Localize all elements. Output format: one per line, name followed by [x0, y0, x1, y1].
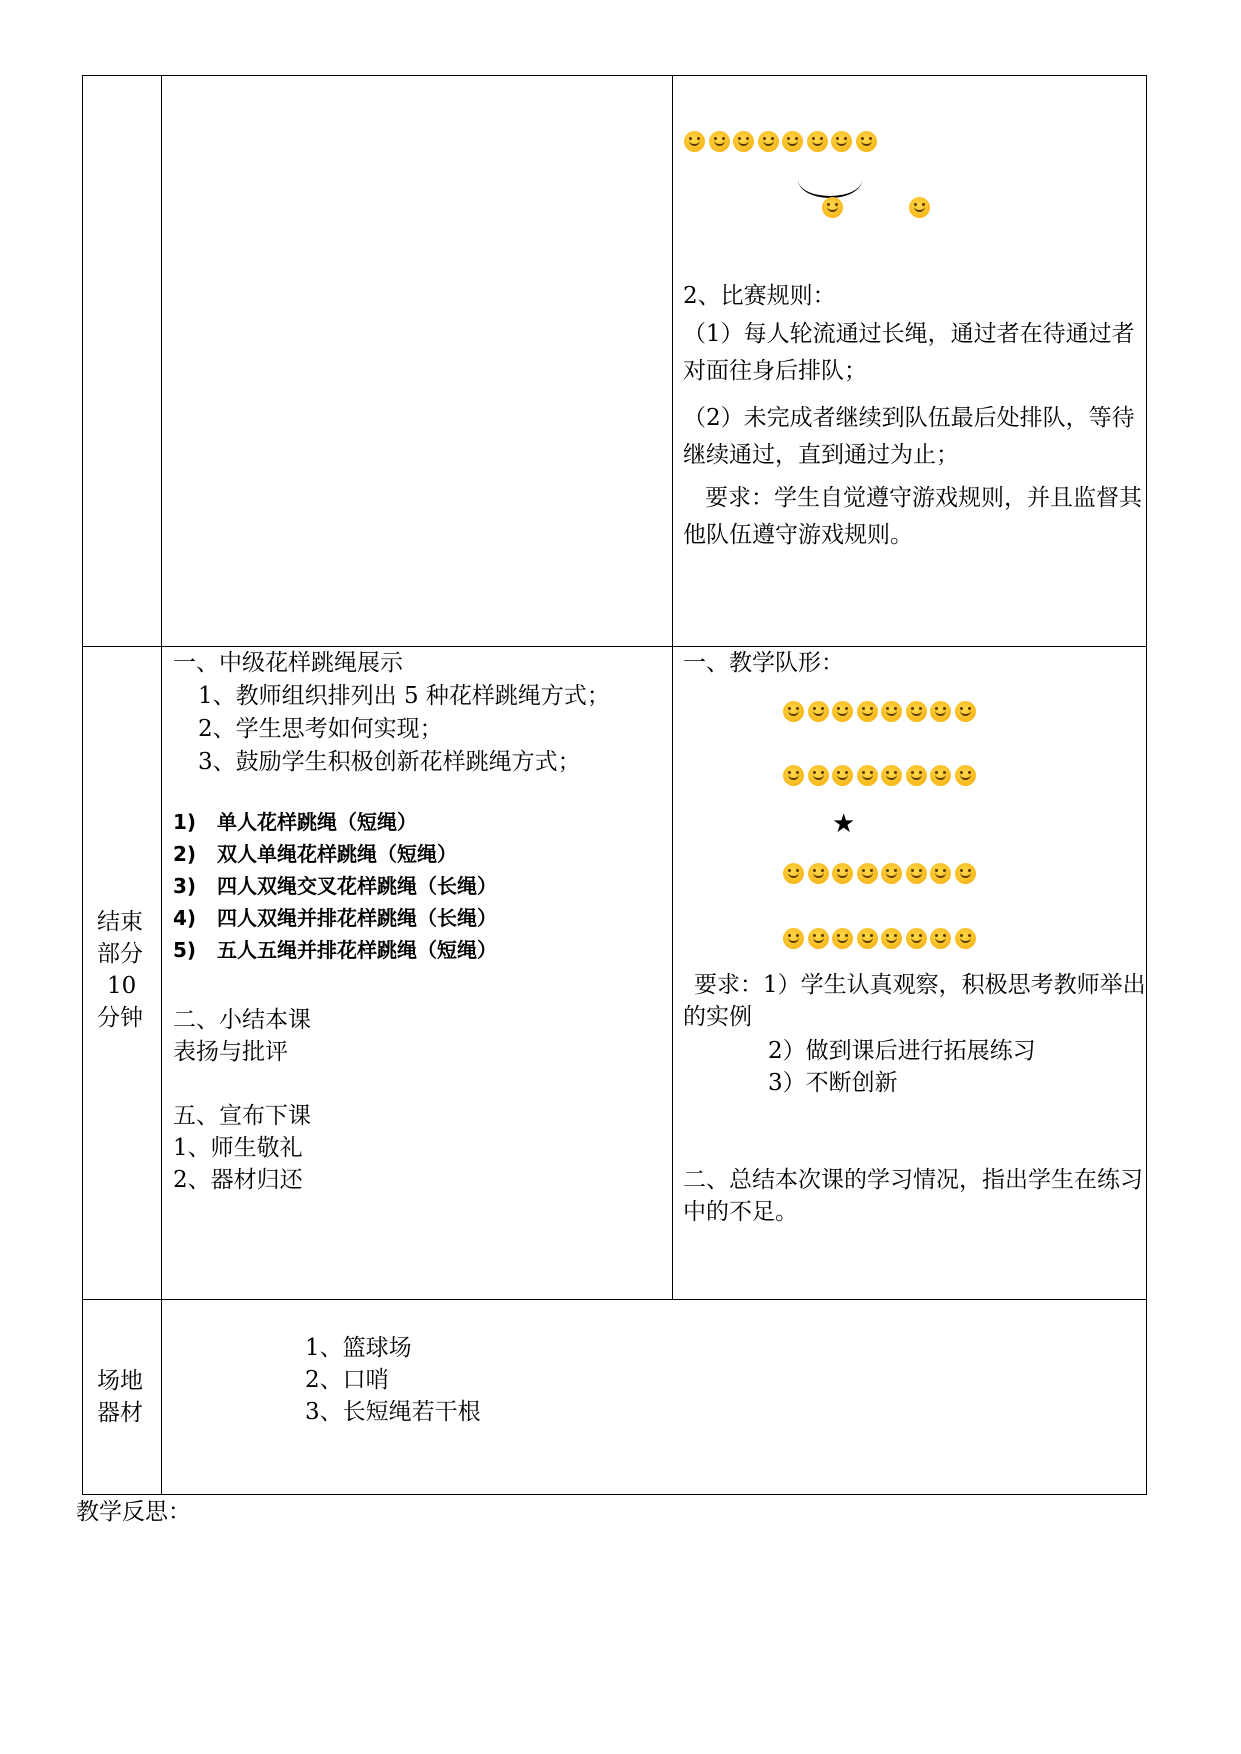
- venue-item-2: 2、口哨: [305, 1367, 389, 1393]
- student-smiley-icon: [930, 701, 951, 722]
- lesson-summary: 二、总结本次课的学习情况，指出学生在练习中的不足。: [683, 1167, 1143, 1225]
- venue-item-3: 3、长短绳若干根: [305, 1399, 481, 1425]
- student-smiley-icon: [906, 928, 927, 949]
- content-heading-1: 一、中级花样跳绳展示: [173, 650, 403, 676]
- content-column-divider: [672, 75, 673, 1299]
- student-smiley-icon: [881, 863, 902, 884]
- formation-row-3: [783, 863, 976, 885]
- student-smiley-icon: [955, 701, 976, 722]
- student-smiley-icon: [881, 765, 902, 786]
- rope-turner-smiley-icon: [909, 197, 930, 218]
- student-smiley-icon: [783, 765, 804, 786]
- student-smiley-icon: [831, 131, 852, 152]
- student-smiley-icon: [783, 928, 804, 949]
- student-smiley-icon: [832, 701, 853, 722]
- student-smiley-icon: [857, 765, 878, 786]
- formation-row-2: [783, 765, 976, 787]
- style-text-5: 五人五绳并排花样跳绳（短绳）: [217, 938, 497, 962]
- student-smiley-icon: [758, 131, 779, 152]
- student-smiley-icon: [906, 863, 927, 884]
- style-text-3: 四人双绳交叉花样跳绳（长绳）: [217, 874, 497, 898]
- student-smiley-icon: [906, 701, 927, 722]
- style-text-2: 双人单绳花样跳绳（短绳）: [217, 842, 457, 866]
- style-num-5: 5): [173, 938, 197, 962]
- content-heading-2: 二、小结本课: [173, 1007, 311, 1033]
- student-smiley-icon: [684, 131, 705, 152]
- game-rules-title: 2、比赛规则：: [683, 283, 836, 309]
- student-smiley-icon: [709, 131, 730, 152]
- student-smiley-icon: [856, 131, 877, 152]
- table-top-border: [82, 75, 1147, 76]
- style-num-3: 3): [173, 874, 197, 898]
- venue-label-line1: 场地: [97, 1368, 143, 1394]
- student-smiley-icon: [857, 701, 878, 722]
- content-step-2: 2、学生思考如何实现；: [198, 716, 443, 742]
- table-right-border: [1146, 75, 1147, 1495]
- teacher-star-icon: ★: [832, 809, 856, 839]
- content-heading-3: 五、宣布下课: [173, 1103, 311, 1129]
- student-smiley-icon: [930, 863, 951, 884]
- closing-item-1: 1、师生敬礼: [173, 1135, 303, 1161]
- style-num-2: 2): [173, 842, 197, 866]
- game-rule-2: （2）未完成者继续到队伍最后处排队，等待继续通过，直到通过为止；: [683, 405, 1135, 468]
- section-label-line3: 10: [107, 973, 137, 999]
- section-label-line4: 分钟: [97, 1005, 143, 1031]
- formation-row-4: [783, 928, 976, 950]
- student-smiley-icon: [783, 863, 804, 884]
- content-heading-2-body: 表扬与批评: [173, 1039, 288, 1065]
- label-column-divider: [161, 75, 162, 1495]
- formation-requirement-2: 2）做到课后进行拓展练习: [768, 1038, 1036, 1064]
- student-smiley-icon: [930, 928, 951, 949]
- style-text-4: 四人双绳并排花样跳绳（长绳）: [217, 906, 497, 930]
- student-smiley-icon: [807, 131, 828, 152]
- game-student-line: [684, 131, 877, 153]
- closing-item-2: 2、器材归还: [173, 1167, 303, 1193]
- section-label-line2: 部分: [97, 941, 143, 967]
- style-text-1: 单人花样跳绳（短绳）: [217, 810, 417, 834]
- student-smiley-icon: [808, 863, 829, 884]
- formation-row-1: [783, 701, 976, 723]
- formation-requirement-3: 3）不断创新: [768, 1070, 898, 1096]
- formation-requirement-1: 要求：1）学生认真观察，积极思考教师举出的实例: [683, 972, 1146, 1030]
- rope-turner-smiley-icon: [822, 197, 843, 218]
- student-smiley-icon: [808, 701, 829, 722]
- venue-item-1: 1、篮球场: [305, 1335, 412, 1361]
- table-left-border: [82, 75, 83, 1495]
- venue-label-line2: 器材: [97, 1400, 143, 1426]
- student-smiley-icon: [930, 765, 951, 786]
- student-smiley-icon: [857, 863, 878, 884]
- student-smiley-icon: [906, 765, 927, 786]
- student-smiley-icon: [955, 765, 976, 786]
- game-requirement: 要求：学生自觉遵守游戏规则，并且监督其他队伍遵守游戏规则。: [683, 485, 1142, 548]
- student-smiley-icon: [783, 701, 804, 722]
- style-num-4: 4): [173, 906, 197, 930]
- row-divider-2: [82, 1299, 1147, 1300]
- content-step-3: 3、鼓励学生积极创新花样跳绳方式；: [198, 749, 581, 775]
- student-smiley-icon: [881, 928, 902, 949]
- formation-title: 一、教学队形：: [683, 650, 844, 676]
- student-smiley-icon: [857, 928, 878, 949]
- student-smiley-icon: [733, 131, 754, 152]
- student-smiley-icon: [881, 701, 902, 722]
- student-smiley-icon: [808, 765, 829, 786]
- student-smiley-icon: [832, 863, 853, 884]
- long-rope-icon: [798, 180, 862, 198]
- teaching-reflection-label: 教学反思：: [76, 1499, 191, 1525]
- student-smiley-icon: [832, 765, 853, 786]
- student-smiley-icon: [832, 928, 853, 949]
- student-smiley-icon: [782, 131, 803, 152]
- style-num-1: 1): [173, 810, 197, 834]
- student-smiley-icon: [808, 928, 829, 949]
- content-step-1: 1、教师组织排列出 5 种花样跳绳方式；: [198, 683, 610, 709]
- table-bottom-border: [82, 1494, 1147, 1495]
- section-label-line1: 结束: [97, 909, 143, 935]
- student-smiley-icon: [955, 863, 976, 884]
- game-rule-1: （1）每人轮流通过长绳，通过者在待通过者对面往身后排队；: [683, 321, 1135, 384]
- student-smiley-icon: [955, 928, 976, 949]
